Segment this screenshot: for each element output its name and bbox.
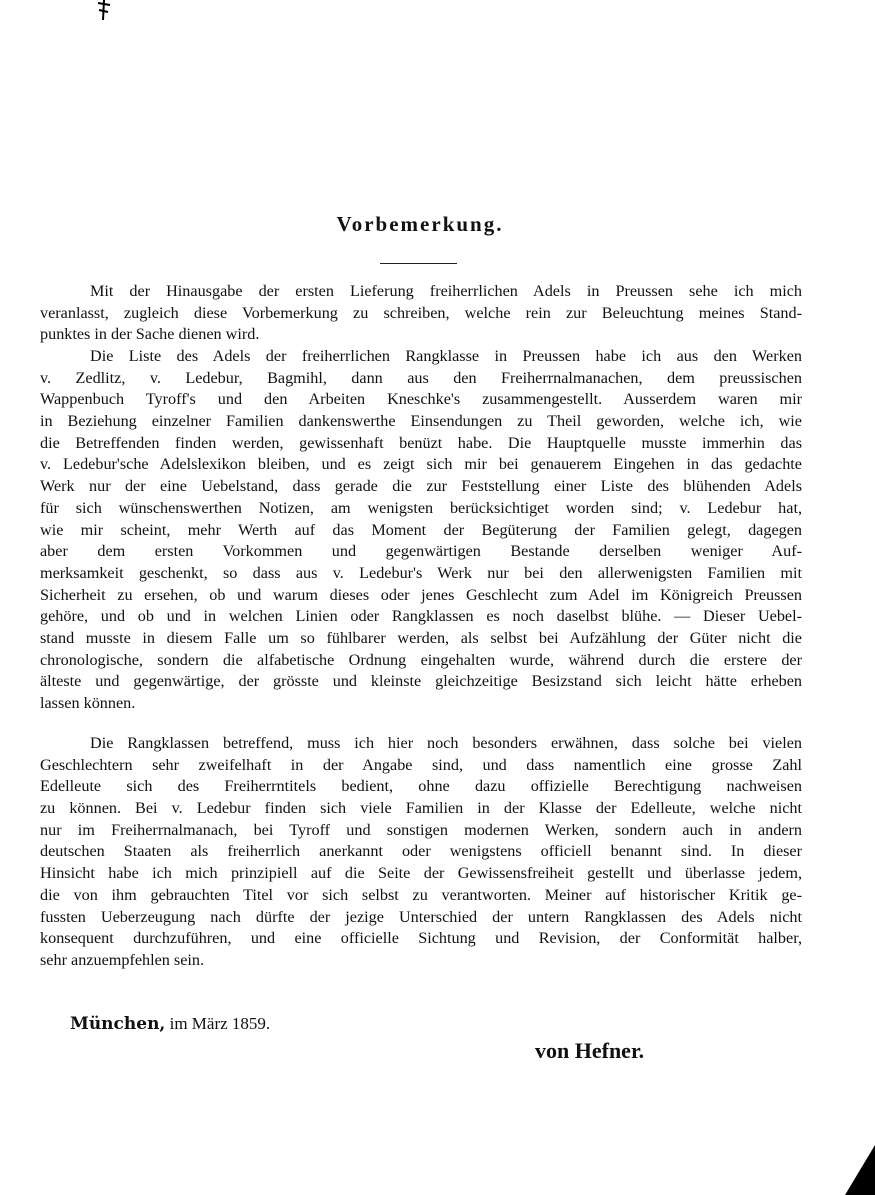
text-line: Die Liste des Adels der freiherrlichen Rangklasse in Preussen habe ich aus den Werken — [90, 347, 802, 365]
title-rule — [380, 263, 457, 264]
text-line: nur im Freiherrnalmanach, bei Tyroff und sonstigen modernen Werken, sondern auch in andern — [40, 820, 802, 839]
text-line: deutschen Staaten als freiherrlich anerkannt oder wenigstens officiell benannt sind. In dieser — [40, 842, 802, 861]
text-line: konsequent durchzuführen, und eine officielle Sichtung und Revision, der Conformität halber, — [40, 929, 802, 948]
text-line: die von ihm gebrauchten Titel vor sich selbst zu verantworten. Meiner auf historischer Kritik ge- — [40, 885, 802, 904]
scan-corner-shadow — [845, 1145, 875, 1195]
text-line: Die Rangklassen betreffend, muss ich hier noch besonders erwähnen, dass solche bei vielen — [90, 734, 802, 752]
date: im März 1859. — [169, 1014, 271, 1033]
text-line: Sicherheit zu ersehen, ob und warum dieses oder jenes Geschlecht zum Adel im Königreich Preussen — [40, 585, 802, 604]
text-line: aber dem ersten Vorkommen und gegenwärtigen Bestande derselben weniger Auf- — [40, 542, 802, 561]
text-line: punktes in der Sache dienen wird. — [40, 325, 260, 344]
text-line: chronologische, sondern die alfabetische Ordnung eingehalten wurde, während durch die erstere der — [40, 650, 802, 669]
text-line: fussten Ueberzeugung nach dürfte der jezige Unterschied der untern Rangklassen des Adels nicht — [40, 907, 802, 926]
text-line: Werk nur der eine Uebelstand, dass gerade die zur Feststellung einer Liste des blühenden Adels — [40, 477, 802, 496]
signature: von Hefner. — [535, 1038, 645, 1063]
text-line: die Betreffenden finden werden, gewissenhaft benüzt habe. Die Hauptquelle musste immerhin das — [40, 433, 802, 452]
place-date — [70, 1014, 270, 1034]
text-line: stand musste in diesem Falle um so fühlbarer werden, als selbst bei Aufzählung der Güter nicht die — [40, 628, 802, 647]
paragraph-1 — [40, 281, 802, 346]
paragraph-2 — [40, 346, 802, 715]
text-line: für sich wünschenswerthen Notizen, am wenigsten berücksichtiget worden sind; v. Ledebur hat, — [40, 498, 802, 517]
ink-mark-icon — [96, 0, 112, 20]
place: München, — [70, 1014, 166, 1034]
text-line: gehöre, und ob und in welchen Linien oder Rangklassen es noch daselbst blühe. — Dieser Uebel- — [40, 607, 802, 626]
text-line: veranlasst, zugleich diese Vorbemerkung zu schreiben, welche rein zur Beleuchtung meines Stand- — [40, 303, 802, 322]
text-line: Mit der Hinausgabe der ersten Lieferung freiherrlichen Adels in Preussen sehe ich mich — [90, 282, 802, 300]
text-line: v. Ledebur'sche Adelslexikon bleiben, und es zeigt sich mir bei genauerem Eingehen in das gedachte — [40, 455, 802, 474]
page-title: Vorbemerkung. — [336, 212, 504, 236]
text-line: sehr anzuempfehlen sein. — [40, 950, 205, 969]
text-line: merksamkeit geschenkt, so dass aus v. Ledebur's Werk nur bei den allerwenigsten Familien mit — [40, 563, 802, 582]
text-line: älteste und gegenwärtige, der grösste und kleinste gleichzeitige Besizstand sich leicht hätte erheben — [40, 672, 802, 691]
text-line: Hinsicht habe ich mich prinzipiell auf die Seite der Gewissensfreiheit gestellt und überlasse jedem, — [40, 864, 802, 883]
text-line: Geschlechtern sehr zweifelhaft in der Angabe sind, und dass namentlich eine grosse Zahl — [40, 755, 802, 774]
text-line: Edelleute sich des Freiherrntitels bedient, ohne dazu offizielle Berechtigung nachweisen — [40, 777, 802, 796]
text-line: v. Zedlitz, v. Ledebur, Bagmihl, dann aus den Freiherrnalmanachen, dem preussischen — [40, 368, 802, 387]
text-line: in Beziehung einzelner Familien dankenswerthe Einsendungen zu Theil geworden, welche ich, wie — [40, 412, 802, 431]
text-line: lassen können. — [40, 694, 136, 712]
text-line: Wappenbuch Tyroff's und den Arbeiten Kneschke's zusammengestellt. Ausserdem waren mir — [40, 390, 802, 409]
text-line: wie mir scheint, mehr Werth auf das Moment der Begüterung der Familien gelegt, dagegen — [40, 520, 802, 539]
paragraph-3 — [40, 733, 802, 972]
text-line: zu können. Bei v. Ledebur finden sich viele Familien in der Klasse der Edelleute, welche nicht — [40, 799, 802, 818]
